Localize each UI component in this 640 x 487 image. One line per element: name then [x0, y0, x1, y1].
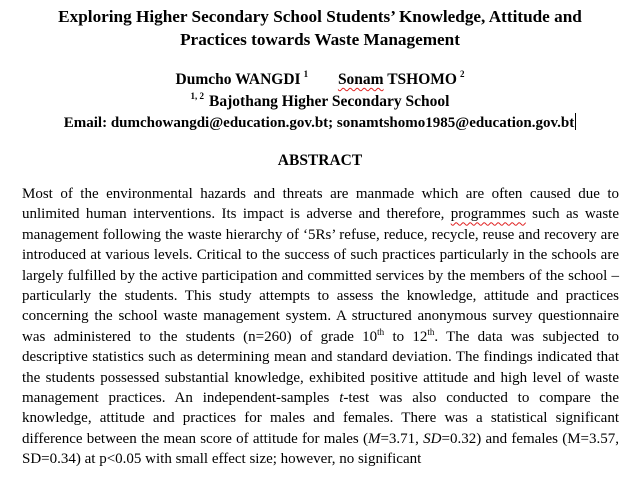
author-1 — [176, 70, 309, 90]
paper-title — [0, 5, 640, 51]
paper-title-line-1: Exploring Higher Secondary School Students’ Knowledge, Attitude and — [58, 7, 582, 26]
author-1-affiliation-mark: 1 — [303, 69, 309, 79]
abstract-text-2: such as waste management following the waste hierarchy of ‘5Rs’ refuse, reduce, recycle, reuse and recovery are introduced at various levels. Critical to the success of such practices particularly in the schools are largely fulfilled by the active participation and committed services by the members of the school – particularly the students. This study attempts to assess the knowledge, attitude and practices concerning the school waste management system. A structured anonymous survey questionnaire was administered to the students (n=260) of grade 10 — [22, 206, 619, 345]
author-1-first-name: Dumcho — [175, 71, 232, 88]
abstract-text-4: . The data was subjected to descriptive statistics such as determining mean and standard deviation. The findings indicated that the students possessed substantial knowledge, exhibited positive attitude and high level of waste management practices. An independent-samples — [22, 328, 620, 407]
author-1-last-name: WANGDI — [235, 71, 301, 88]
email-label: Email: — [63, 115, 108, 131]
author-list — [0, 70, 640, 90]
abstract-paragraph — [22, 184, 619, 470]
affiliation-line — [0, 92, 640, 112]
author-2-affiliation-mark: 2 — [459, 69, 465, 79]
abstract-text-7: =0.32) and females (M=3.57, SD=0.34) at p<0.05 with small effect size; however, no significant — [22, 430, 619, 468]
abstract-text-1: Most of the environmental hazards and threats are manmade which are often caused due to unlimited human interventions. Its impact is adverse and therefore, — [22, 186, 619, 223]
abstract-heading: ABSTRACT — [277, 152, 363, 169]
abstract-text-6: =3.71, — [380, 430, 419, 447]
author-2 — [338, 70, 465, 90]
abstract-superscript-th-1: th — [377, 326, 385, 337]
text-cursor — [575, 113, 576, 130]
abstract-text-3: to 12 — [392, 328, 428, 345]
affiliation-name: Bajothang Higher Secondary School — [209, 93, 450, 110]
email-addresses: dumchowangdi@education.gov.bt; sonamtshomo1985@education.gov.bt — [110, 115, 575, 131]
abstract-italic-SD: SD — [423, 430, 442, 447]
author-2-last-name: TSHOMO — [387, 71, 457, 88]
abstract-superscript-th-2: th — [427, 326, 435, 337]
affiliation-marks: 1, 2 — [190, 91, 205, 101]
abstract-italic-M: M — [367, 430, 381, 447]
email-line — [0, 113, 640, 133]
abstract-text-5: -test was also conducted to compare the knowledge, attitude and practices for males and females. There was a statistical significant difference between the mean score of attitude for males ( — [22, 390, 619, 447]
paper-title-line-2: Practices towards Waste Management — [180, 30, 460, 49]
abstract-italic-t: t — [339, 390, 344, 407]
abstract-word-programmes: programmes — [450, 206, 526, 223]
author-2-first-name: Sonam — [337, 71, 384, 88]
